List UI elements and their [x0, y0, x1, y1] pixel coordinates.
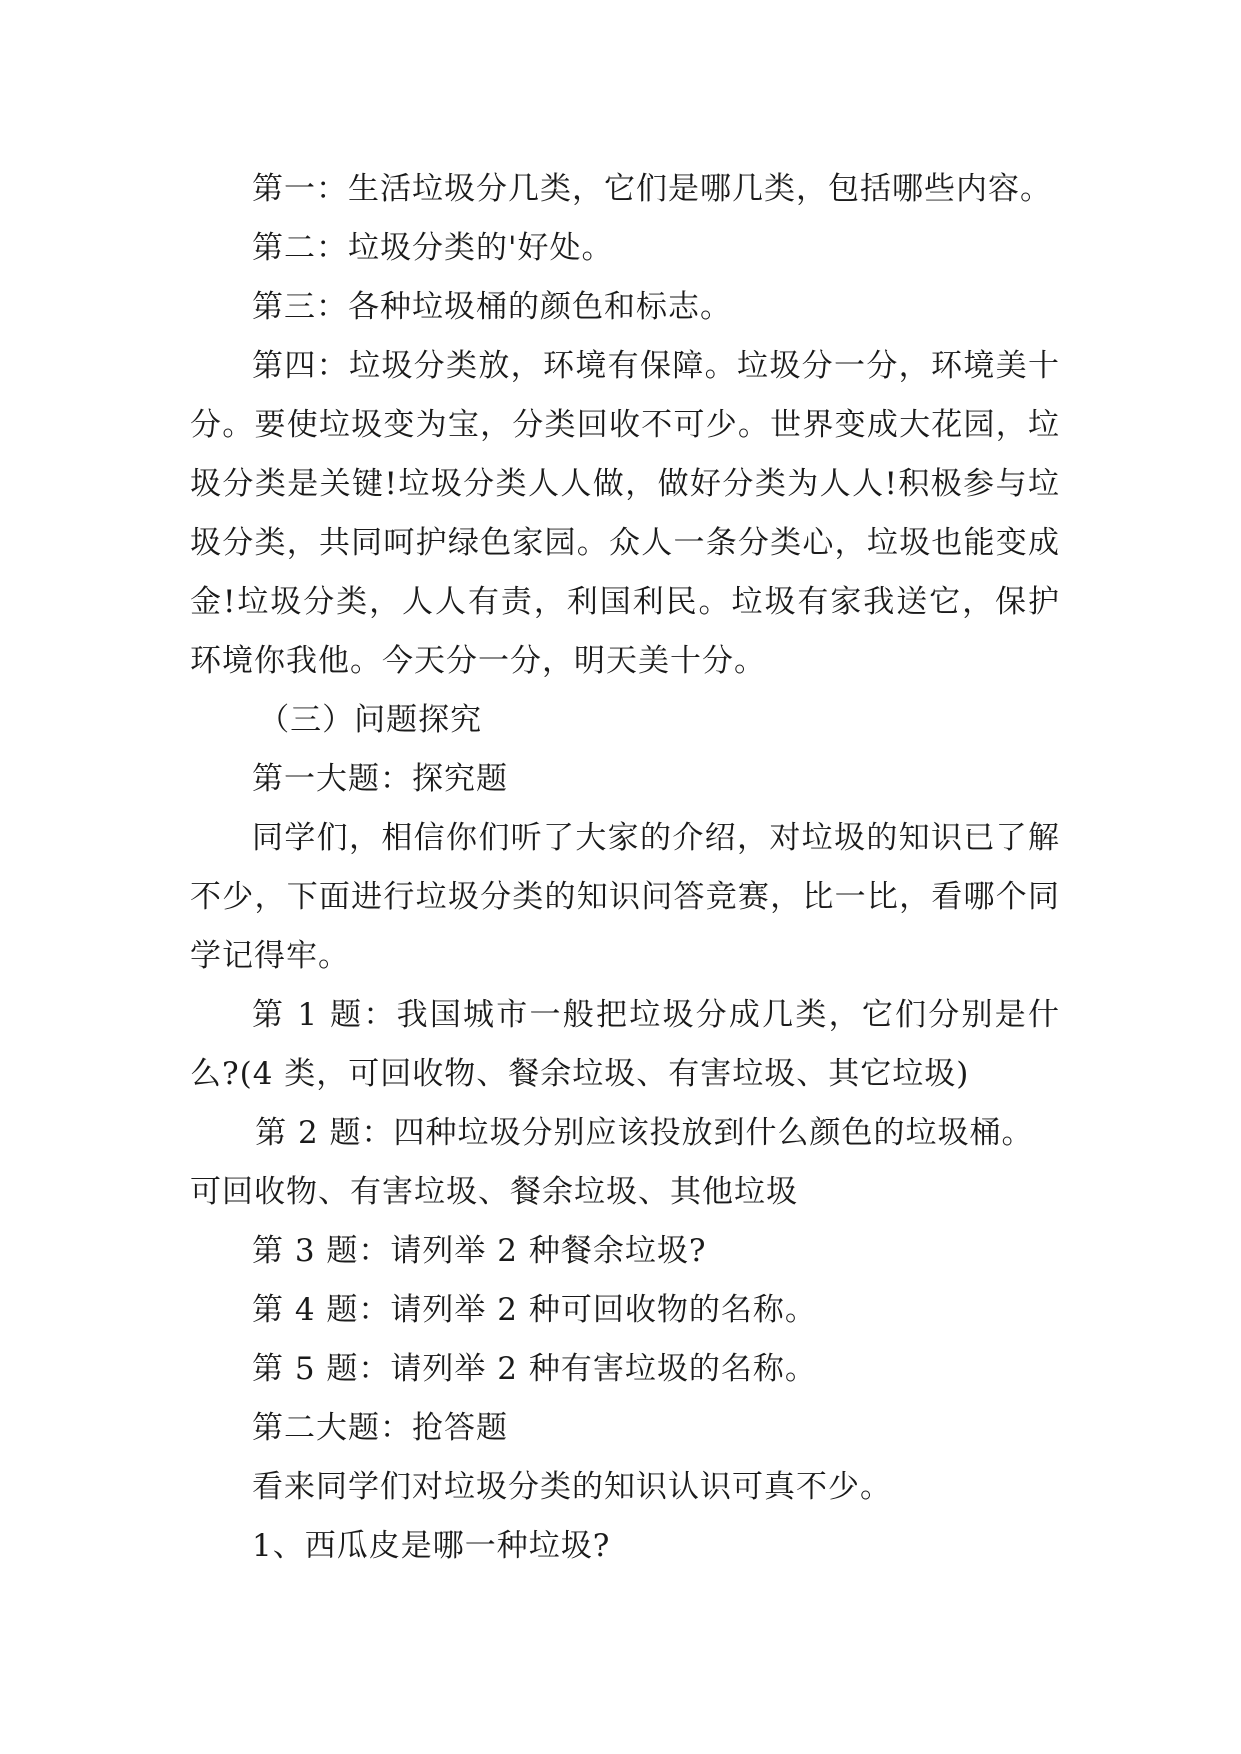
question-5: 第 5 题：请列举 2 种有害垃圾的名称。 — [252, 1351, 817, 1387]
paragraph-item-5: 同学们，相信你们听了大家的介绍，对垃圾的知识已了解不少，下面进行垃圾分类的知识问答竞赛，比一比，看哪个同学记得牢。 — [190, 820, 1060, 974]
paragraph-item-3: 第三：各种垃圾桶的颜色和标志。 — [252, 289, 732, 325]
subsection-heading-2: 第二大题：抢答题 — [252, 1410, 508, 1446]
quiz-question-1: 1、西瓜皮是哪一种垃圾? — [252, 1528, 611, 1564]
document-body — [190, 160, 1060, 1576]
question-1: 第 1 题：我国城市一般把垃圾分成几类，它们分别是什么?(4 类，可回收物、餐余垃圾、有害垃圾、其它垃圾) — [190, 997, 1060, 1092]
subsection-heading-1: 第一大题：探究题 — [252, 761, 508, 797]
question-2: 第 2 题：四种垃圾分别应该投放到什么颜色的垃圾桶。 — [255, 1115, 1034, 1151]
question-4: 第 4 题：请列举 2 种可回收物的名称。 — [252, 1292, 817, 1328]
question-3: 第 3 题：请列举 2 种餐余垃圾? — [252, 1233, 707, 1269]
question-2-continuation: 可回收物、有害垃圾、餐余垃圾、其他垃圾 — [190, 1174, 798, 1210]
paragraph-item-6: 看来同学们对垃圾分类的知识认识可真不少。 — [252, 1469, 892, 1505]
section-heading: （三）问题探究 — [258, 702, 483, 738]
paragraph-item-1: 第一：生活垃圾分几类，它们是哪几类，包括哪些内容。 — [252, 171, 1052, 207]
paragraph-item-4: 第四：垃圾分类放，环境有保障。垃圾分一分，环境美十分。要使垃圾变为宝，分类回收不可少。世界变成大花园，垃圾分类是关键!垃圾分类人人做，做好分类为人人!积极参与垃圾分类，共同呵护绿色家园。众人一条分类心，垃圾也能变成金!垃圾分类，人人有责，利国利民。垃圾有家我送它，保护环境你我他。今天分一分，明天美十分。 — [190, 348, 1060, 679]
paragraph-item-2: 第二：垃圾分类的'好处。 — [252, 230, 614, 266]
